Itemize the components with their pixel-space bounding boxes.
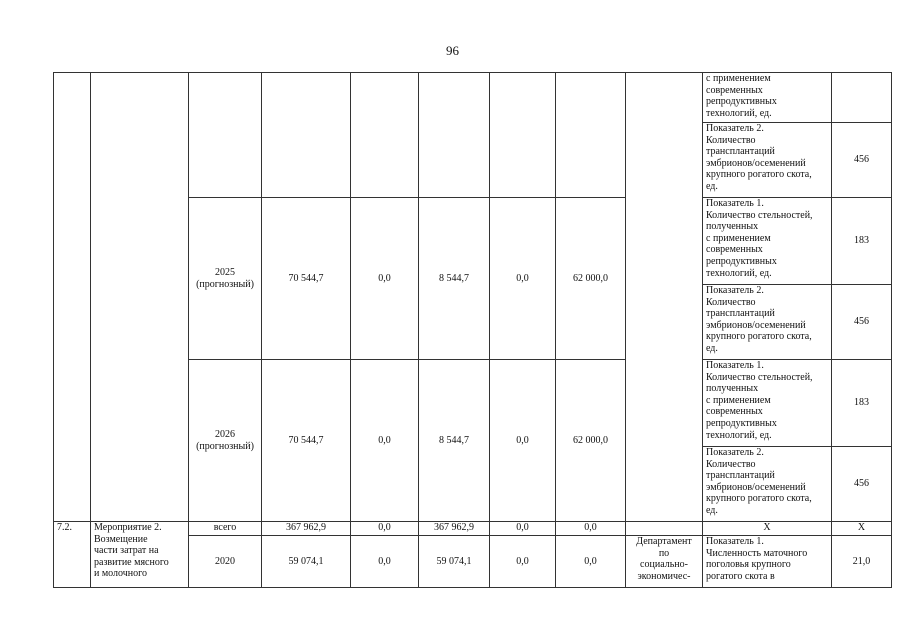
indicator-value (832, 73, 892, 123)
program-table (53, 72, 892, 522)
total-cell: 70 544,7 (262, 198, 351, 360)
other-cell: 0,0 (556, 536, 626, 588)
indicator-value: 183 (832, 198, 892, 285)
reg-cell: 8 544,7 (419, 360, 490, 522)
table-row (54, 522, 892, 536)
indicator-value: 183 (832, 360, 892, 447)
event-cell (91, 73, 189, 522)
other-cell: 62 000,0 (556, 198, 626, 360)
indicator-name: Показатель 2. Количество трансплантаций эмбрионов/осеменений крупного рогатого скота, ед. (703, 285, 832, 360)
fed-cell: 0,0 (351, 522, 419, 536)
other-cell: 62 000,0 (556, 360, 626, 522)
total-cell: 70 544,7 (262, 360, 351, 522)
event-cell: Мероприятие 2. Возмещение части затрат на развитие мясного и молочного (91, 522, 189, 588)
year-cell: 2026 (прогнозный) (189, 360, 262, 522)
fed-cell: 0,0 (351, 198, 419, 360)
total-cell: 367 962,9 (262, 522, 351, 536)
total-cell: 59 074,1 (262, 536, 351, 588)
other-cell: 0,0 (556, 522, 626, 536)
mun-cell: 0,0 (490, 198, 556, 360)
num-cell: 7.2. (54, 522, 91, 588)
indicator-name: Показатель 1. Количество стельностей, полученных с применением современных репродуктивных технологий, ед. (703, 360, 832, 447)
reg-cell (419, 73, 490, 198)
indicator-name: с применением современных репродуктивных технологий, ед. (703, 73, 832, 123)
indicator-name: Показатель 2. Количество трансплантаций эмбрионов/осеменений крупного рогатого скота, ед. (703, 447, 832, 522)
indicator-value: 456 (832, 447, 892, 522)
year-cell: 2025 (прогнозный) (189, 198, 262, 360)
reg-cell: 59 074,1 (419, 536, 490, 588)
mun-cell: 0,0 (490, 360, 556, 522)
page-number: 96 (446, 43, 459, 58)
reg-cell: 8 544,7 (419, 198, 490, 360)
year-cell: 2020 (189, 536, 262, 588)
executor-cell (626, 73, 703, 522)
indicator-name: Показатель 1. Численность маточного поголовья крупного рогатого скота в (703, 536, 832, 588)
fed-cell: 0,0 (351, 536, 419, 588)
year-cell (189, 73, 262, 198)
other-cell (556, 73, 626, 198)
indicator-value: 456 (832, 123, 892, 198)
indicator-value: 456 (832, 285, 892, 360)
num-cell (54, 73, 91, 522)
indicator-name: Х (703, 522, 832, 536)
fed-cell: 0,0 (351, 360, 419, 522)
program-table-72 (53, 521, 892, 588)
year-cell: всего (189, 522, 262, 536)
indicator-value: 21,0 (832, 536, 892, 588)
indicator-name: Показатель 1. Количество стельностей, полученных с применением современных репродуктивных технологий, ед. (703, 198, 832, 285)
mun-cell: 0,0 (490, 522, 556, 536)
executor-cell (626, 522, 703, 536)
table-row (54, 73, 892, 123)
indicator-value: Х (832, 522, 892, 536)
indicator-name: Показатель 2. Количество трансплантаций эмбрионов/осеменений крупного рогатого скота, ед. (703, 123, 832, 198)
reg-cell: 367 962,9 (419, 522, 490, 536)
mun-cell: 0,0 (490, 536, 556, 588)
executor-cell: Департамент по социально- экономичес- (626, 536, 703, 588)
total-cell (262, 73, 351, 198)
mun-cell (490, 73, 556, 198)
fed-cell (351, 73, 419, 198)
